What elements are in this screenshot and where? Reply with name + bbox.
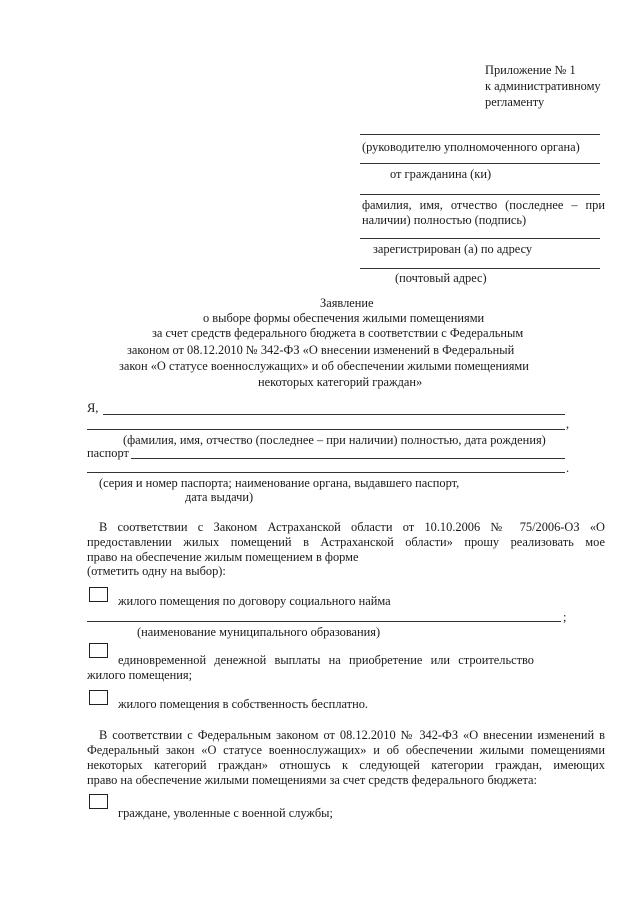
title-line4: законом от 08.12.2010 № 342-ФЗ «О внесении изменений в Федеральный	[127, 343, 515, 357]
passport-caption-line1: (серия и номер паспорта; наименование органа, выдавшего паспорт,	[99, 476, 460, 490]
citizen-line[interactable]	[360, 163, 600, 164]
appendix-regulation: регламенту	[485, 95, 545, 109]
free-ownership-checkbox[interactable]	[89, 690, 108, 705]
discharged-option: граждане, уволенные с военной службы;	[118, 806, 333, 820]
section2-para-line4: право на обеспечение жилыми помещениями за счет средств федерального бюджета:	[87, 773, 537, 787]
municipality-semicolon: ;	[563, 610, 567, 624]
name-caption-line1: фамилия, имя, отчество (последнее – при	[362, 198, 605, 212]
postal-caption: (почтовый адрес)	[395, 271, 487, 285]
signature-line[interactable]	[360, 238, 600, 239]
applicant-name-caption: (фамилия, имя, отчество (последнее – при наличии) полностью, дата рождения)	[123, 433, 546, 447]
title-line5: закон «О статусе военнослужащих» и об обеспечении жилыми помещениями	[119, 359, 529, 373]
passport-period: .	[566, 461, 570, 475]
applicant-name-line2[interactable]	[87, 429, 565, 430]
passport-line1[interactable]	[131, 458, 565, 459]
applicant-name-comma: ,	[566, 417, 570, 431]
passport-line2[interactable]	[87, 472, 565, 473]
title-line3: за счет средств федерального бюджета в соответствии с Федеральным	[152, 326, 524, 340]
social-rent-option: жилого помещения по договору социального найма	[118, 594, 391, 608]
section2-para-line2: Федеральный закон «О статусе военнослужащих» и об обеспечении жилыми помещениями	[87, 743, 605, 757]
passport-label: паспорт	[87, 446, 129, 460]
applicant-name-line1[interactable]	[103, 414, 565, 415]
section1-para-line4: (отметить одну на выбор):	[87, 564, 226, 578]
section2-para-line3: некоторых категорий граждан» отношусь к следующей категории граждан, имеющих	[87, 758, 605, 772]
section1-para-line3: право на обеспечение жилым помещением в форме	[87, 550, 359, 564]
passport-caption-line2: дата выдачи)	[185, 490, 254, 504]
registered-label: зарегистрирован (а) по адресу	[373, 242, 533, 256]
title-line2: о выборе формы обеспечения жилыми помещениями	[203, 311, 485, 325]
citizen-name-line[interactable]	[360, 194, 600, 195]
discharged-checkbox[interactable]	[89, 794, 108, 809]
appendix-number: Приложение № 1	[485, 63, 576, 77]
free-ownership-option: жилого помещения в собственность бесплатно.	[118, 697, 369, 711]
section1-para-line2: предоставлении жилых помещений в Астраханской области» прошу реализовать мое	[87, 535, 605, 549]
from-citizen-label: от гражданина (ки)	[390, 167, 492, 181]
applicant-i-label: Я,	[87, 401, 99, 415]
lump-sum-option-line2: жилого помещения;	[87, 668, 193, 682]
municipality-caption: (наименование муниципального образования)	[137, 625, 381, 639]
appendix-to: к административному	[485, 79, 601, 93]
head-caption: (руководителю уполномоченного органа)	[362, 140, 580, 154]
social-rent-checkbox[interactable]	[89, 587, 108, 602]
section2-para-line1: В соответствии с Федеральным законом от 08.12.2010 № 342-ФЗ «О внесении изменений в	[99, 728, 605, 742]
municipality-line[interactable]	[87, 621, 561, 622]
title-line6: некоторых категорий граждан»	[258, 375, 423, 389]
document-title: Заявление	[320, 296, 374, 310]
section1-para-line1: В соответствии с Законом Астраханской области от 10.10.2006 № 75/2006-ОЗ «О	[99, 520, 605, 534]
name-caption-line2: наличии) полностью (подпись)	[362, 213, 527, 227]
head-name-line[interactable]	[360, 134, 600, 135]
lump-sum-checkbox[interactable]	[89, 643, 108, 658]
lump-sum-option-line1: единовременной денежной выплаты на приобретение или строительство	[118, 653, 534, 667]
address-line[interactable]	[360, 268, 600, 269]
